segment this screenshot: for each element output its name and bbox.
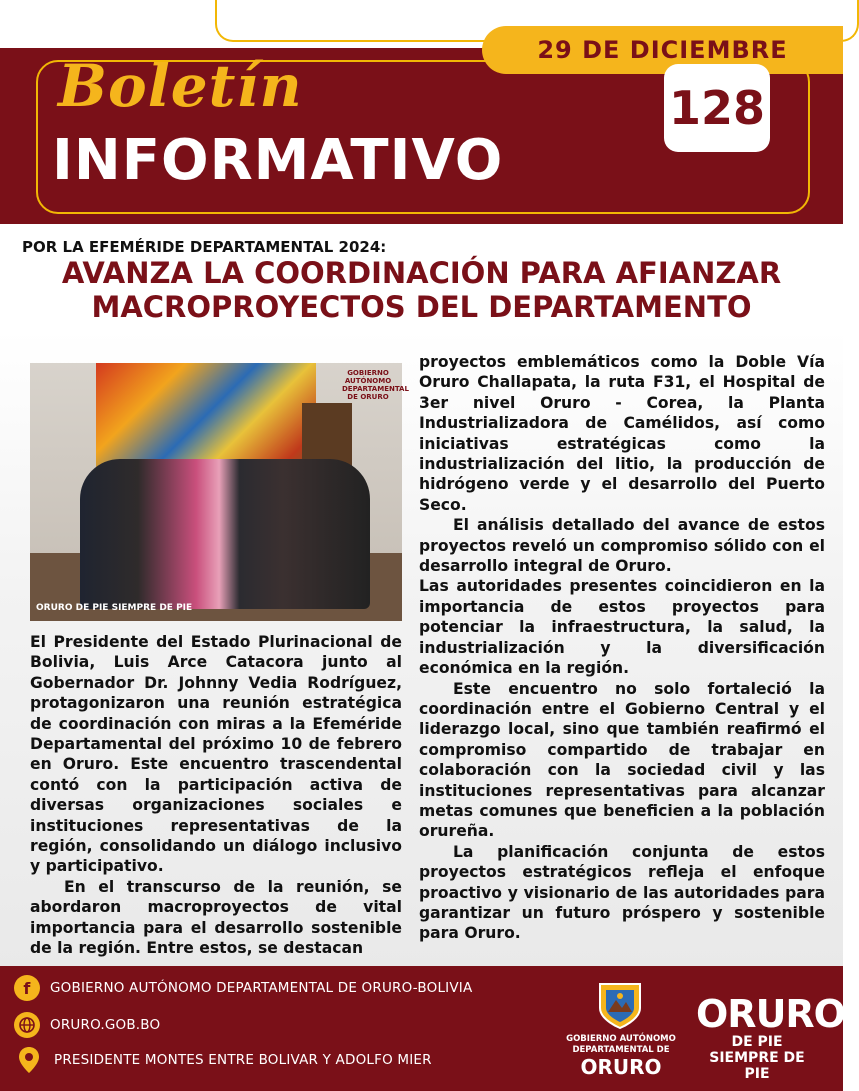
article-headline: [20, 256, 823, 324]
article-column-left: [30, 632, 402, 959]
slogan-mid: DE PIE: [731, 1034, 783, 1050]
paragraph: El Presidente del Estado Plurinacional de Bolivia, Luis Arce Catacora junto al Gobernador Dr. Johnny Vedia Rodríguez, protagonizaron una reunión estratégica de coordinación con miras a la Efeméride Departamental del próximo 10 de febrero en Oruro. Este encuentro trascendental contó con la participación activa de diversas organizaciones sociales e instituciones representativas de la región, consolidando un diálogo inclusivo y participativo.: [30, 633, 402, 876]
facebook-icon: f: [14, 975, 40, 1001]
title-main: INFORMATIVO: [52, 128, 504, 193]
paragraph: Las autoridades presentes coincidieron en la importancia de estos proyectos para potenciar la infraestructura, la salud, la industrialización y la diversificación económica en la región.: [419, 577, 825, 678]
gob-line-3: ORURO: [580, 1055, 662, 1079]
globe-icon: [14, 1012, 40, 1038]
meeting-photo: [30, 363, 409, 621]
paragraph: proyectos emblemáticos como la Doble Vía Oruro Challapata, la ruta F31, el Hospital de 3er nivel Oruro - Corea, la Planta Industrializadora de Camélidos, así como iniciativas estratégicas como la industrialización del litio, la producción de hidrógeno verde y el desarrollo del Puerto Seco.: [419, 353, 825, 514]
photo-group: [80, 459, 370, 609]
address-text: PRESIDENTE MONTES ENTRE BOLIVAR Y ADOLFO MIER: [54, 1052, 432, 1068]
slogan-big: ORURO: [696, 992, 845, 1036]
issue-number: 128: [664, 64, 770, 152]
website-text: ORURO.GOB.BO: [50, 1017, 161, 1033]
gob-line-1: GOBIERNO AUTÓNOMO: [566, 1034, 676, 1044]
facebook-text: GOBIERNO AUTÓNOMO DEPARTAMENTAL DE ORURO-BOLIVIA: [50, 980, 473, 996]
gobernacion-logo-text: [560, 1034, 682, 1078]
footer-address: [14, 1046, 432, 1074]
footer-website[interactable]: [14, 1012, 160, 1038]
footer-facebook[interactable]: [14, 975, 472, 1001]
gobernacion-shield-icon: [596, 978, 644, 1030]
gob-line-2: DEPARTAMENTAL DE: [572, 1045, 670, 1055]
article-column-right: [419, 352, 825, 944]
headline-line-1: AVANZA LA COORDINACIÓN PARA AFIANZAR: [61, 256, 782, 290]
headline-line-2: MACROPROYECTOS DEL DEPARTAMENTO: [91, 290, 752, 324]
paragraph: En el transcurso de la reunión, se abordaron macroproyectos de vital importancia para el desarrollo sostenible de la región. Entre estos, se destacan: [30, 877, 402, 958]
photo-logo: GOBIERNO AUTÓNOMO DEPARTAMENTAL DE ORURO: [342, 369, 409, 401]
slogan-small: SIEMPRE DE PIE: [709, 1050, 805, 1082]
photo-watermark: ORURO DE PIE SIEMPRE DE PIE: [36, 603, 193, 613]
paragraph: El análisis detallado del avance de estos proyectos reveló un compromiso sólido con el desarrollo integral de Oruro.: [419, 516, 825, 576]
title-script: Boletín: [58, 52, 303, 120]
date-badge: 29 DE DICIEMBRE: [482, 26, 843, 74]
article-kicker: POR LA EFEMÉRIDE DEPARTAMENTAL 2024:: [22, 238, 387, 256]
paragraph: Este encuentro no solo fortaleció la coordinación entre el Gobierno Central y el liderazgo local, sino que también reafirmó el compromiso compartido de trabajar en colaboración con la sociedad civil y las instituciones representativas para alcanzar metas comunes que beneficien a la población orureña.: [419, 679, 825, 841]
slogan-logo: [696, 992, 845, 1082]
location-pin-icon: [18, 1046, 40, 1074]
paragraph: La planificación conjunta de estos proyectos estratégicos refleja el enfoque proactivo y visionario de las autoridades para garantizar un futuro próspero y sostenible para Oruro.: [419, 842, 825, 943]
